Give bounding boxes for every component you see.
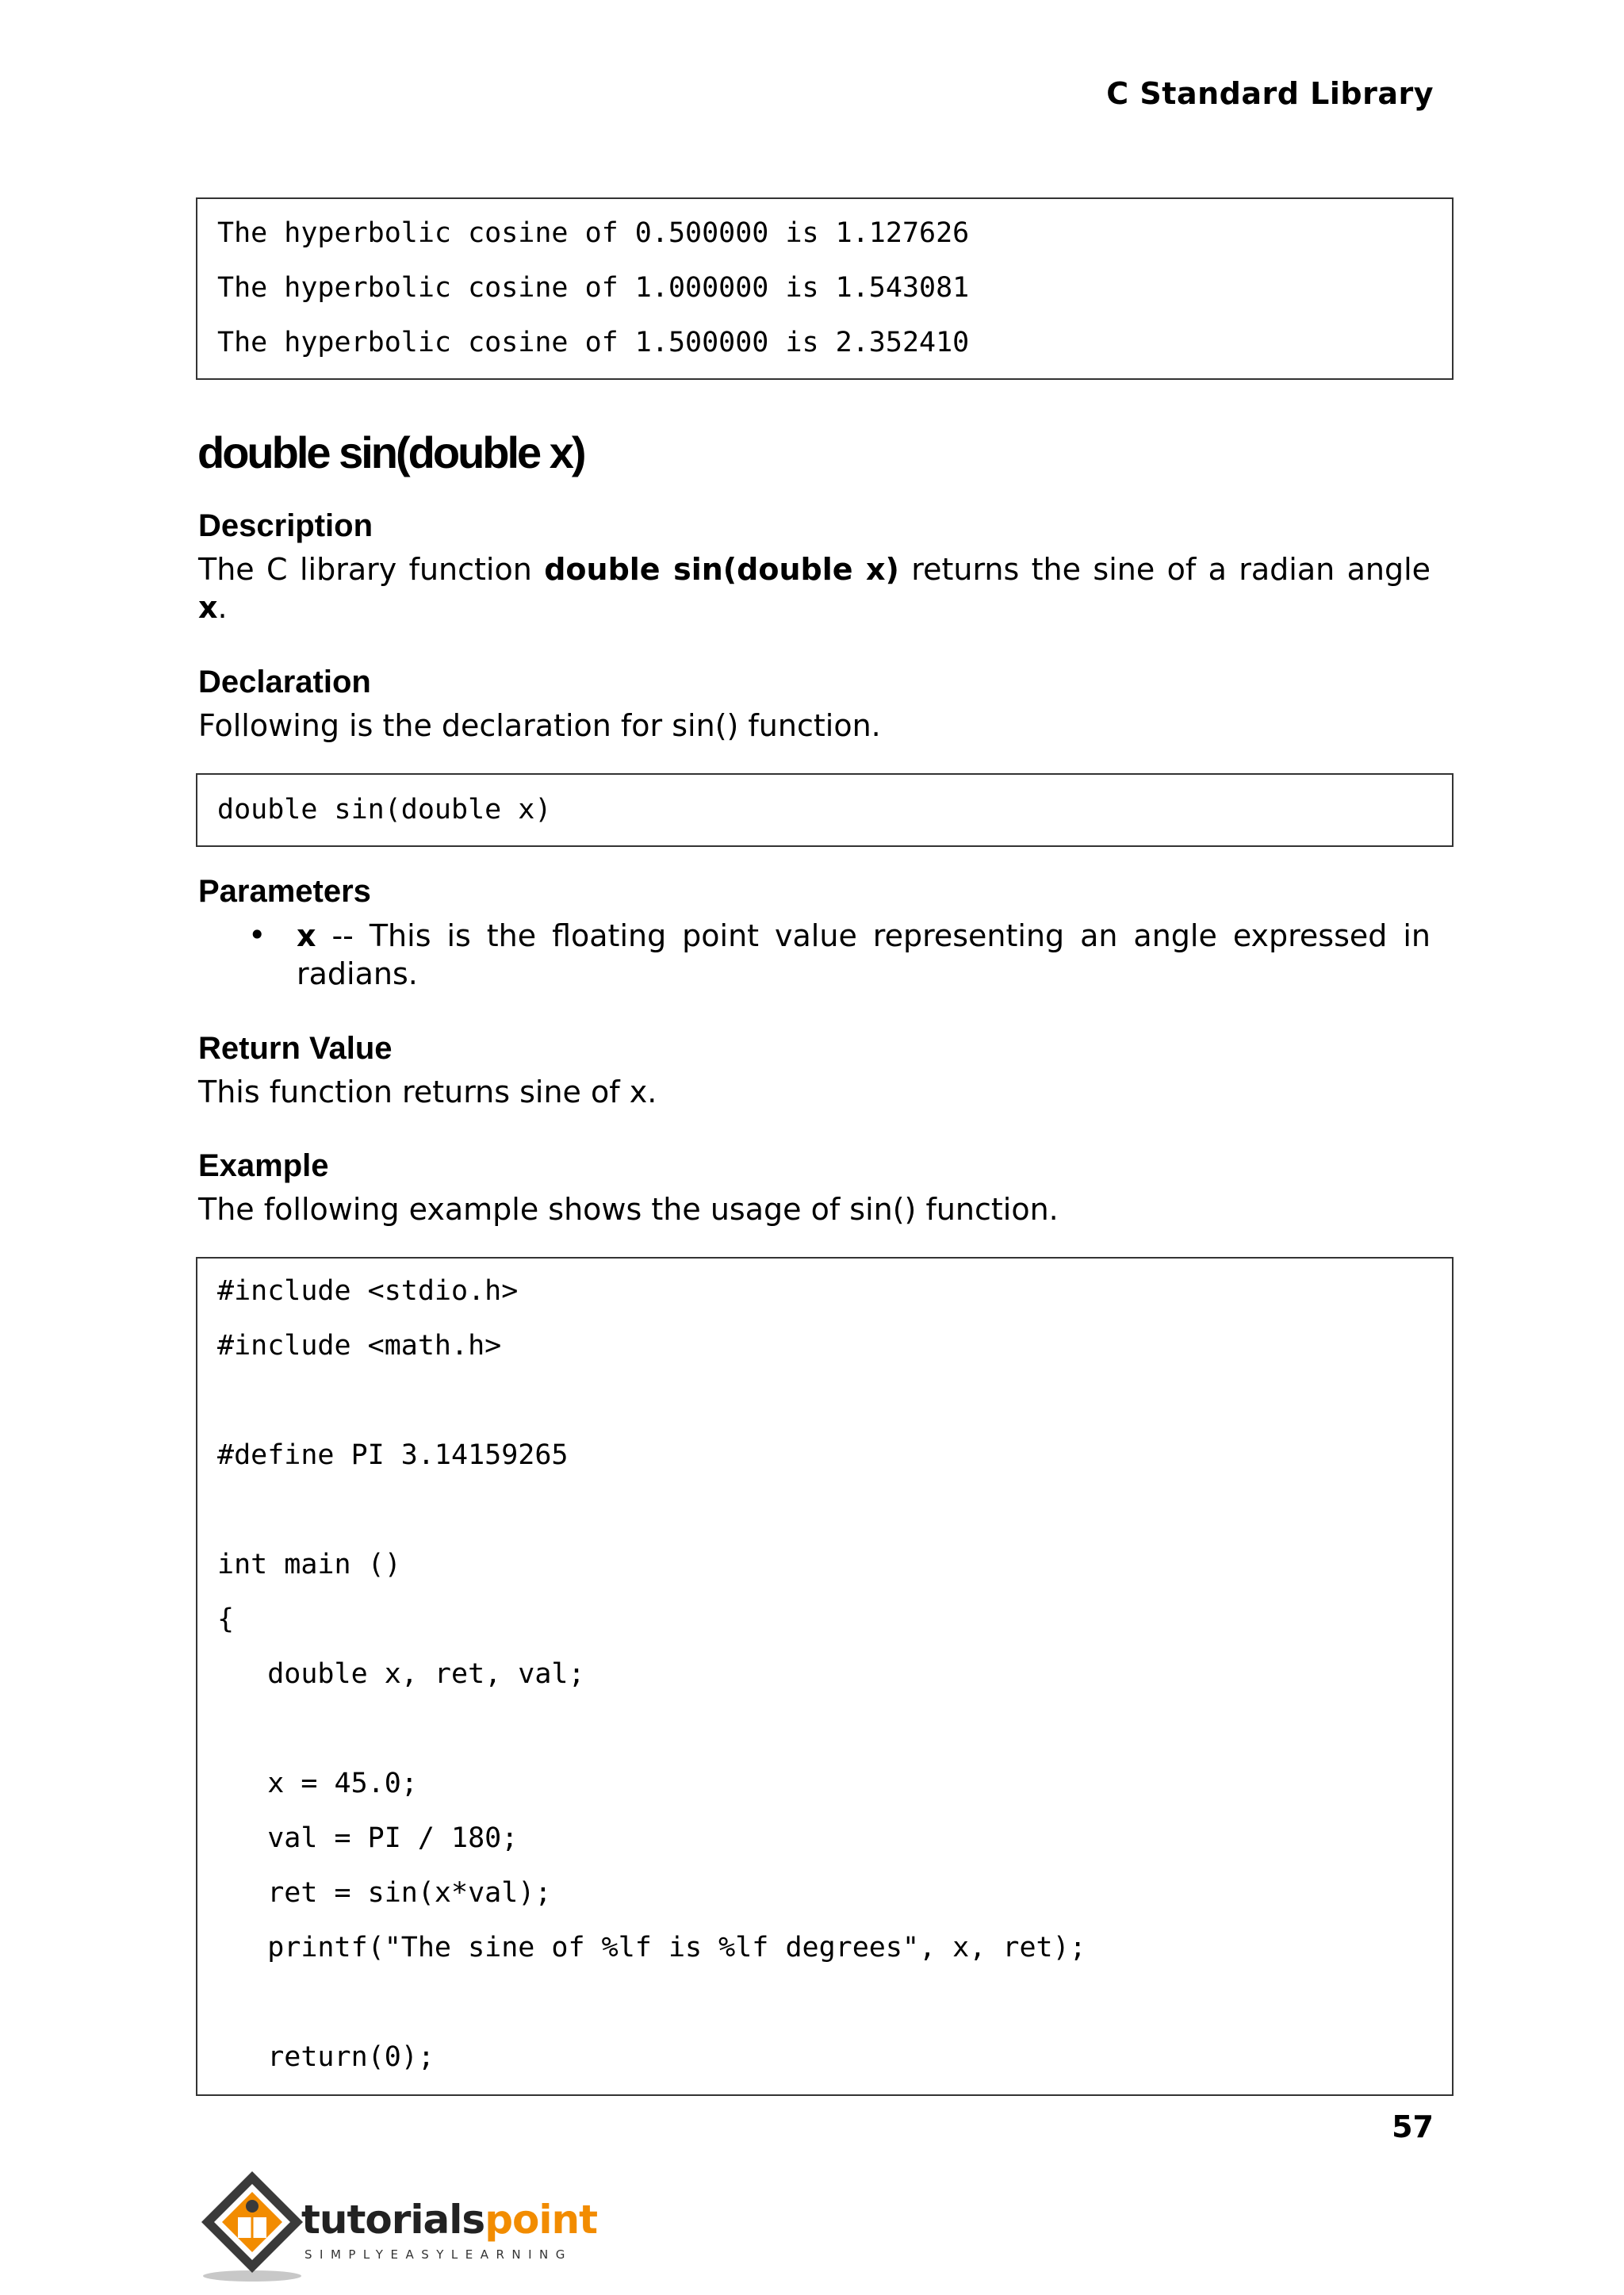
return-value-text: This function returns sine of x. [198, 1075, 657, 1109]
tutorialspoint-logo [197, 2165, 597, 2284]
example-code-box [196, 1257, 1454, 2096]
code-line: val = PI / 180; [217, 1822, 519, 1854]
parameter-item: x -- This is the floating point value representing an angle expressed in radians. [297, 918, 1431, 991]
code-line: #define PI 3.14159265 [217, 1439, 569, 1471]
code-line: { [217, 1603, 235, 1635]
description-text: The C library function double sin(double x) returns the sine of a radian angle x. [198, 552, 1431, 625]
output-line: The hyperbolic cosine of 1.500000 is 2.352410 [217, 327, 970, 358]
logo-wordmark: tutorialspoint [301, 2197, 597, 2243]
declaration-code: double sin(double x) [217, 794, 552, 826]
code-line: x = 45.0; [217, 1768, 418, 1799]
declaration-text: Following is the declaration for sin() function. [198, 708, 881, 743]
declaration-heading: Declaration [198, 665, 371, 699]
parameters-heading: Parameters [198, 874, 371, 909]
code-line: #include <stdio.h> [217, 1275, 519, 1307]
return-value-heading: Return Value [198, 1031, 393, 1066]
bullet-icon: • [248, 918, 266, 952]
output-line: The hyperbolic cosine of 1.000000 is 1.543081 [217, 272, 970, 304]
code-line: ret = sin(x*val); [217, 1877, 552, 1909]
description-heading: Description [198, 508, 373, 543]
logo-tagline: SIMPLYEASYLEARNING [304, 2247, 573, 2262]
running-header: C Standard Library [1106, 76, 1434, 111]
output-line: The hyperbolic cosine of 0.500000 is 1.127626 [217, 217, 970, 249]
code-line: return(0); [217, 2041, 435, 2073]
example-heading: Example [198, 1148, 329, 1183]
code-line: #include <math.h> [217, 1330, 502, 1362]
code-line: double x, ret, val; [217, 1658, 585, 1690]
declaration-code-box [196, 773, 1454, 847]
example-text: The following example shows the usage of sin() function. [198, 1192, 1059, 1227]
page-number: 57 [1392, 2109, 1434, 2144]
code-line: printf("The sine of %lf is %lf degrees", x, ret); [217, 1932, 1086, 1964]
output-box [196, 197, 1454, 380]
code-line: int main () [217, 1549, 401, 1580]
function-heading: double sin(double x) [197, 427, 584, 477]
logo-emblem-icon [197, 2165, 316, 2284]
